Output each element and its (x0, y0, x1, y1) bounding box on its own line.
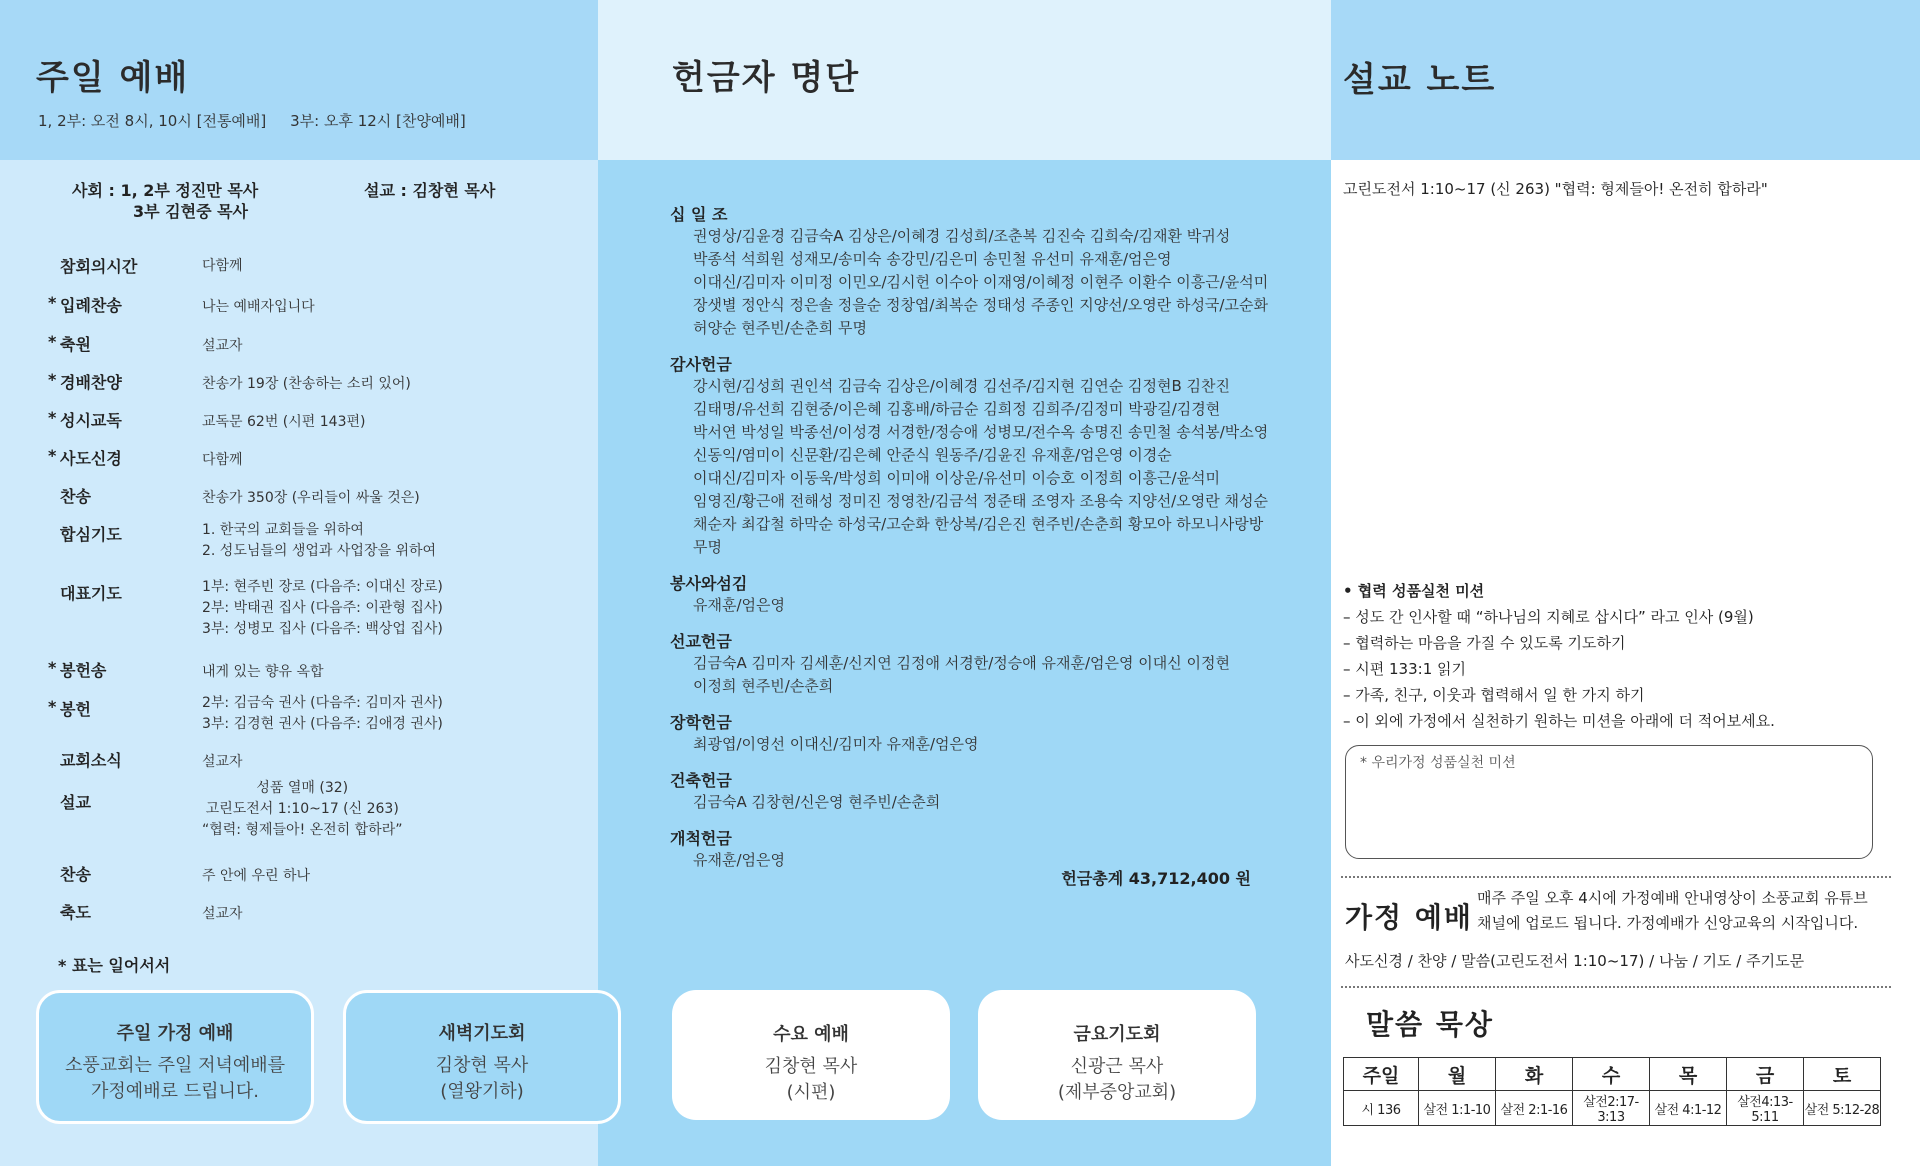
offering-names-line: 장샛별 정안식 정은솔 정을순 정창엽/최복순 정태성 주종인 지양선/오영란 하성국/고순화 (693, 296, 1268, 314)
offering-category: 건축헌금 (670, 771, 732, 790)
order-label (60, 254, 137, 277)
family-worship-title: 가정 예배 (1345, 901, 1473, 934)
standing-mark: * (48, 293, 57, 312)
order-value: 2부: 김금숙 권사 (다음주: 김미자 권사) 3부: 김경현 권사 (다음주: 김애경 권사) (202, 695, 443, 732)
service-times: 1, 2부: 오전 8시, 10시 [전통예배] 3부: 오후 12시 [찬양예배] (38, 112, 466, 130)
family-worship-order: 사도신경 / 찬양 / 말씀(고린도전서 1:10~17) / 나눔 / 기도 / 주기도문 (1345, 952, 1805, 970)
offering-names-line: 강시현/김성희 권인석 김금숙 김상은/이혜경 김선주/김지현 김연순 김정현B 김찬진 (693, 377, 1231, 395)
offering-category: 선교헌금 (670, 632, 732, 651)
reading-cell: 살전 2:1-16 (1496, 1091, 1573, 1126)
order-label-text: 찬송 (60, 865, 91, 884)
order-label-text: 봉헌 (60, 700, 91, 719)
reading-cell: 살전4:13-5:11 (1727, 1091, 1804, 1126)
order-value: 설교자 (202, 754, 243, 770)
order-label-text: 사도신경 (60, 449, 122, 468)
mission-item: – 이 외에 가정에서 실천하기 원하는 미션을 아래에 더 적어보세요. (1343, 712, 1775, 730)
box-body: 김창현 목사 (시편) (764, 1056, 858, 1103)
standing-mark: * (48, 697, 57, 716)
order-value: 다함께 (202, 452, 243, 468)
order-label-text: 합심기도 (60, 525, 122, 544)
mission-item: – 가족, 친구, 이웃과 협력해서 일 한 가지 하기 (1343, 686, 1645, 704)
offering-category: 봉사와섬김 (670, 574, 748, 593)
offering-names-line: 채순자 최갑철 하막순 하성국/고순화 한상복/김은진 현주빈/손춘희 황모아 하모니사랑방 (693, 515, 1264, 533)
reading-cell: 시 136 (1344, 1091, 1419, 1126)
offering-names-line: 권영상/김윤경 김금숙A 김상은/이혜경 김성희/조춘복 김진숙 김희숙/김재환 박귀성 (693, 227, 1231, 245)
mission-item: – 성도 간 인사할 때 “하나님의 지혜로 삽시다” 라고 인사 (9월) (1343, 608, 1754, 626)
offering-names-line: 최광엽/이영선 이대신/김미자 유재훈/엄은영 (693, 735, 979, 753)
standing-footnote: * 표는 일어서서 (58, 956, 171, 975)
order-label (48, 293, 122, 316)
presider-line2: 3부 김현중 목사 (133, 202, 249, 221)
reading-cell: 살전 5:12-28 (1804, 1091, 1881, 1126)
order-label-text: 경배찬양 (60, 373, 122, 392)
offering-names-line: 김태명/유선희 김현중/이은혜 김홍배/하금순 김희정 김희주/김정미 박광길/김경현 (693, 400, 1221, 418)
offering-category: 장학헌금 (670, 713, 732, 732)
order-value: 찬송가 19장 (찬송하는 소리 있어) (202, 376, 411, 392)
offering-names-line: 이정희 현주빈/손춘희 (693, 677, 834, 695)
wednesday-worship-box (672, 990, 950, 1120)
order-label (60, 581, 122, 604)
offering-column (598, 0, 1331, 1166)
offering-category: 십 일 조 (670, 205, 728, 224)
family-worship-desc: 매주 주일 오후 4시에 가정예배 안내영상이 소풍교회 유튜브 채널에 업로드 됩니다. 가정예배가 신앙교육의 시작입니다. (1477, 889, 1868, 932)
order-label-text: 봉헌송 (60, 661, 107, 680)
box-title: 새벽기도회 (438, 1023, 526, 1044)
friday-prayer-box (978, 990, 1256, 1120)
order-label (48, 658, 107, 681)
order-value: 1. 한국의 교회들을 위하여 2. 성도님들의 생업과 사업장을 위하여 (202, 522, 437, 559)
divider (1341, 876, 1891, 878)
sunday-worship-column (0, 0, 598, 1166)
order-label-text: 성시교독 (60, 411, 122, 430)
offering-names-line: 임영진/황근애 전해성 정미진 정영찬/김금석 정준태 조영자 조용숙 지양선/오영란 채성순 (693, 492, 1268, 510)
order-label-text: 대표기도 (60, 584, 122, 603)
mission-item: – 협력하는 마음을 가질 수 있도록 기도하기 (1343, 634, 1626, 652)
dawn-prayer-box (343, 990, 621, 1124)
presider-line1: 사회 : 1, 2부 정진만 목사 (72, 181, 259, 200)
standing-mark: * (48, 446, 57, 465)
order-label-text: 설교 (60, 793, 91, 812)
order-label-text: 축도 (60, 903, 91, 922)
sermon-scripture: 고린도전서 1:10~17 (신 263) "협력: 형제들아! 온전히 합하라" (1343, 180, 1768, 198)
order-label-text: 찬송 (60, 487, 91, 506)
order-label-text: 축원 (60, 335, 91, 354)
order-value: 1부: 현주빈 장로 (다음주: 이대신 장로) 2부: 박태권 집사 (다음주: 이관형 집사) 3부: 성병모 집사 (다음주: 백상업 집사) (202, 579, 443, 637)
order-value: 찬송가 350장 (우리들이 싸울 것은) (202, 490, 420, 506)
standing-mark: * (48, 370, 57, 389)
mission-item: – 시편 133:1 읽기 (1343, 660, 1466, 678)
readings-row (1344, 1091, 1881, 1126)
order-label (60, 522, 122, 545)
offering-names-line: 유재훈/엄은영 (693, 851, 785, 869)
box-title: 주일 가정 예배 (116, 1023, 234, 1044)
reading-cell: 살전 1:1-10 (1419, 1091, 1496, 1126)
order-value: 성품 열매 (32) 고린도전서 1:10~17 (신 263) “협력: 형제들아! 온전히 합하라” (202, 780, 403, 838)
order-value: 다함께 (202, 258, 243, 274)
reading-table (1343, 1057, 1881, 1126)
reading-cell: 살전2:17-3:13 (1573, 1091, 1650, 1126)
order-value: 설교자 (202, 906, 243, 922)
order-label-text: 교회소식 (60, 751, 122, 770)
preacher-line: 설교 : 김창현 목사 (364, 181, 496, 200)
day-cell: 수 (1573, 1058, 1650, 1091)
offering-names-line: 김금숙A 김창현/신은영 현주빈/손춘희 (693, 793, 941, 811)
offering-names-line: 무명 (693, 538, 722, 556)
offering-names-line: 신동익/염미이 신문환/김은혜 안준식 원동주/김윤진 유재훈/엄은영 이경순 (693, 446, 1172, 464)
offering-names-line: 유재훈/엄은영 (693, 596, 785, 614)
order-label (60, 790, 91, 813)
box-title: 수요 예배 (773, 1024, 849, 1045)
box-body: 신광근 목사 (제부중앙교회) (1057, 1056, 1177, 1103)
offering-names-line: 박서연 박성일 박종선/이성경 서경한/정승애 성병모/전수옥 송명진 송민철 송석봉/박소영 (693, 423, 1269, 441)
offering-category: 개척헌금 (670, 829, 732, 848)
meditation-title: 말씀 묵상 (1366, 1008, 1494, 1041)
home-worship-box (36, 990, 314, 1124)
offering-category: 감사헌금 (670, 355, 732, 374)
order-label (48, 446, 122, 469)
order-label (60, 484, 91, 507)
standing-mark: * (48, 408, 57, 427)
reading-cell: 살전 4:1-12 (1650, 1091, 1727, 1126)
day-cell: 화 (1496, 1058, 1573, 1091)
day-cell: 토 (1804, 1058, 1881, 1091)
box-title: 금요기도회 (1073, 1024, 1161, 1045)
offering-names-line: 허양순 현주빈/손춘희 무명 (693, 319, 867, 337)
offering-names-line: 이대신/김미자 이동욱/박성희 이미애 이상운/유선미 이승호 이정희 이흥근/윤석미 (693, 469, 1220, 487)
order-label-text: 입례찬송 (60, 296, 122, 315)
offering-names-line: 박종석 석희원 성재모/송미숙 송강민/김은미 송민철 유선미 유재훈/엄은영 (693, 250, 1172, 268)
offering-total: 헌금총계 43,712,400 원 (1061, 869, 1251, 888)
sunday-title: 주일 예배 (36, 58, 190, 98)
offering-names-line: 이대신/김미자 이미정 이민오/김시헌 이수아 이재영/이혜정 이현주 이환수 이흥근/윤석미 (693, 273, 1269, 291)
order-label (48, 370, 122, 393)
standing-mark: * (48, 658, 57, 677)
divider (1341, 986, 1891, 988)
order-label (48, 408, 122, 431)
order-value: 설교자 (202, 338, 243, 354)
order-value: 교독문 62번 (시편 143편) (202, 414, 366, 430)
mission-box-label: * 우리가정 성품실천 미션 (1360, 755, 1516, 771)
day-cell: 금 (1727, 1058, 1804, 1091)
order-value: 나는 예배자입니다 (202, 299, 315, 315)
standing-mark: * (48, 332, 57, 351)
mission-title: • 협력 성품실천 미션 (1343, 582, 1485, 600)
offering-names-line: 김금숙A 김미자 김세훈/신지연 김정애 서경한/정승애 유재훈/엄은영 이대신 이정현 (693, 654, 1230, 672)
order-value: 내게 있는 향유 옥합 (202, 664, 324, 680)
day-cell: 주일 (1344, 1058, 1419, 1091)
offering-title: 헌금자 명단 (672, 58, 861, 98)
day-cell: 월 (1419, 1058, 1496, 1091)
order-value: 주 안에 우린 하나 (202, 868, 311, 884)
box-body: 김창현 목사 (열왕기하) (435, 1055, 529, 1102)
order-label (60, 862, 91, 885)
mission-writing-box[interactable] (1345, 745, 1873, 859)
order-label (48, 332, 91, 355)
order-label (60, 900, 91, 923)
days-row (1344, 1058, 1881, 1091)
box-body: 소풍교회는 주일 저녁예배를 가정예배로 드립니다. (64, 1055, 286, 1102)
order-label (48, 697, 91, 720)
order-label (60, 748, 122, 771)
day-cell: 목 (1650, 1058, 1727, 1091)
sermon-note-title: 설교 노트 (1343, 60, 1497, 100)
order-label-text: 참회의시간 (60, 257, 138, 276)
sermon-note-column (1331, 0, 1920, 1166)
